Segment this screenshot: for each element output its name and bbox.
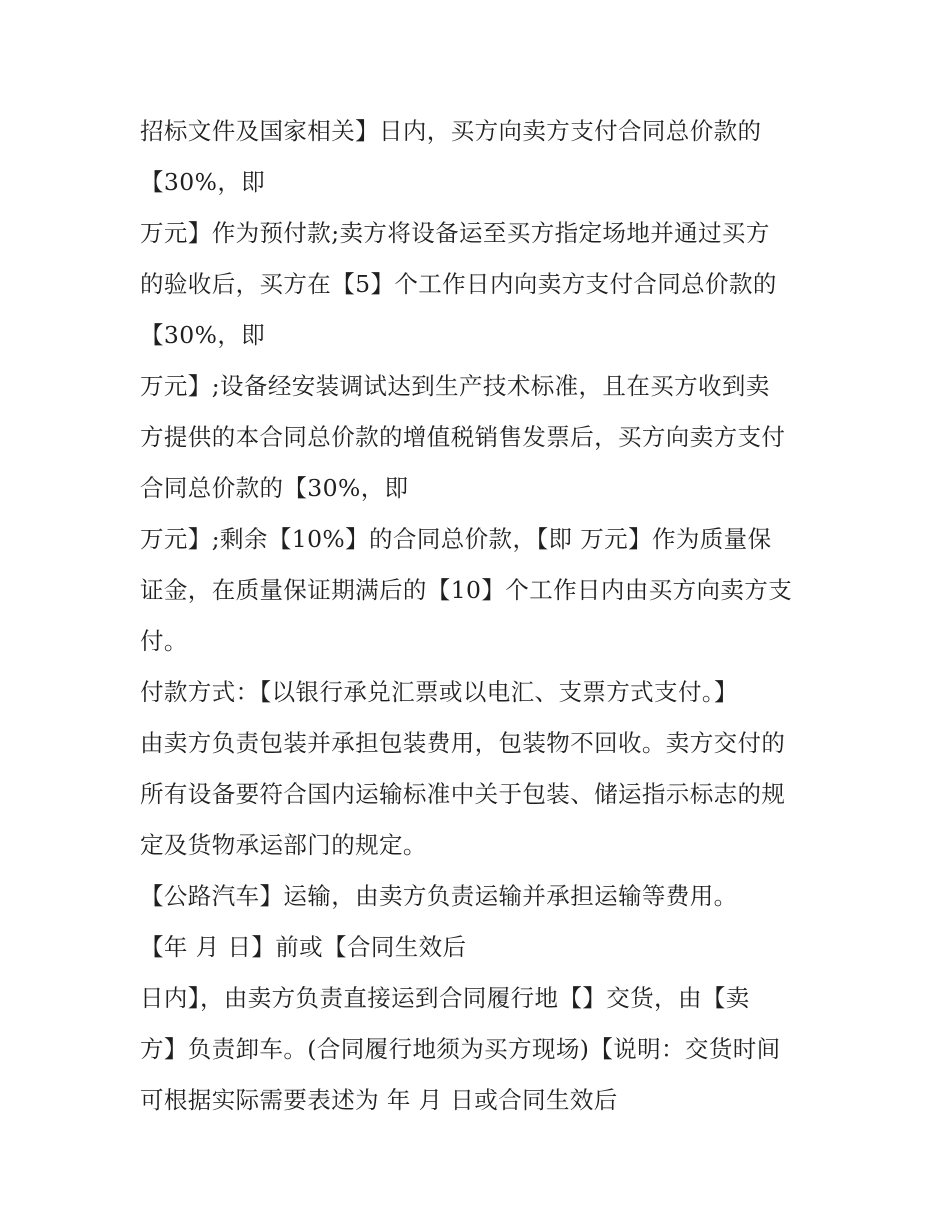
text-line-20: 可根据实际需要表述为 年 月 日或合同生效后 bbox=[140, 1086, 618, 1114]
contract-text-body bbox=[140, 106, 820, 1126]
text-line-17: 【年 月 日】前或【合同生效后 bbox=[140, 933, 467, 961]
text-line-11: 付。 bbox=[140, 627, 188, 655]
text-line-16: 【公路汽车】运输，由卖方负责运输并承担运输等费用。 bbox=[140, 882, 738, 910]
text-line-6: 万元】;设备经安装调试达到生产技术标准，且在买方收到卖 bbox=[140, 372, 770, 400]
text-line-2: 【30%，即 bbox=[140, 168, 266, 196]
text-line-8: 合同总价款的【30%，即 bbox=[140, 474, 409, 502]
text-line-18: 日内】，由卖方负责直接运到合同履行地【】交货，由【卖 bbox=[140, 984, 750, 1012]
text-line-7: 方提供的本合同总价款的增值税销售发票后，买方向卖方支付 bbox=[140, 423, 786, 451]
text-line-9: 万元】;剩余【10%】的合同总价款，【即 万元】作为质量保 bbox=[140, 525, 772, 553]
text-line-14: 所有设备要符合国内运输标准中关于包装、储运指示标志的规 bbox=[140, 780, 786, 808]
text-line-3: 万元】作为预付款;卖方将设备运至买方指定场地并通过买方 bbox=[140, 219, 770, 247]
text-line-4: 的验收后，买方在【5】个工作日内向卖方支付合同总价款的 bbox=[140, 270, 777, 298]
text-line-19: 方】负责卸车。(合同履行地须为买方现场)【说明：交货时间 bbox=[140, 1035, 781, 1063]
text-line-5: 【30%，即 bbox=[140, 321, 266, 349]
text-line-15: 定及货物承运部门的规定。 bbox=[140, 831, 427, 859]
text-line-1: 招标文件及国家相关】日内，买方向卖方支付合同总价款的 bbox=[140, 117, 762, 145]
text-line-10: 证金，在质量保证期满后的【10】个工作日内由买方向卖方支 bbox=[140, 576, 793, 604]
text-line-13: 由卖方负责包装并承担包装费用，包装物不回收。卖方交付的 bbox=[140, 729, 786, 757]
text-line-12: 付款方式：【以银行承兑汇票或以电汇、支票方式支付。】 bbox=[140, 678, 738, 706]
